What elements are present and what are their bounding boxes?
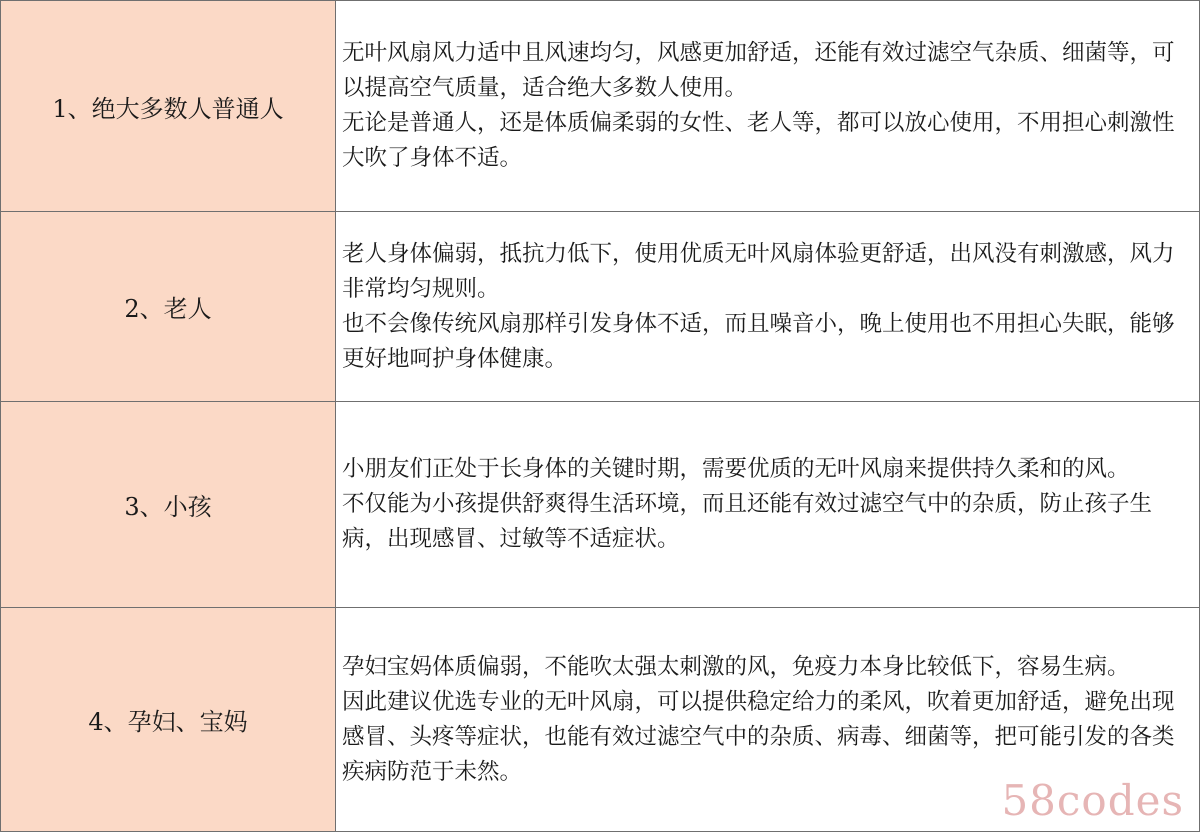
table-row — [1, 212, 1200, 402]
row-label: 2、老人 — [1, 212, 336, 402]
paragraph: 老人身体偏弱，抵抗力低下，使用优质无叶风扇体验更舒适，出风没有刺激感，风力非常均匀规则。 — [342, 240, 1175, 302]
row-content — [336, 1, 1200, 212]
paragraph: 不仅能为小孩提供舒爽得生活环境，而且还能有效过滤空气中的杂质，防止孩子生病，出现感冒、过敏等不适症状。 — [342, 491, 1153, 552]
paragraph: 小朋友们正处于长身体的关键时期，需要优质的无叶风扇来提供持久柔和的风。 — [342, 456, 1130, 482]
paragraph: 无论是普通人，还是体质偏柔弱的女性、老人等，都可以放心使用，不用担心刺激性大吹了身体不适。 — [342, 110, 1175, 171]
row-label: 4、孕妇、宝妈 — [1, 608, 336, 832]
row-label: 1、绝大多数人普通人 — [1, 1, 336, 212]
paragraph: 无叶风扇风力适中且风速均匀，风感更加舒适，还能有效过滤空气杂质、细菌等，可以提高空气质量，适合绝大多数人使用。 — [342, 40, 1175, 101]
paragraph: 也不会像传统风扇那样引发身体不适，而且噪音小，晚上使用也不用担心失眠，能够更好地呵护身体健康。 — [342, 310, 1175, 372]
row-content — [336, 212, 1200, 402]
table-row — [1, 1, 1200, 212]
watermark: 58codes — [1001, 776, 1184, 825]
paragraph: 因此建议优选专业的无叶风扇，可以提供稳定给力的柔风，吹着更加舒适，避免出现感冒、头疼等症状，也能有效过滤空气中的杂质、病毒、细菌等，把可能引发的各类疾病防范于未然。 — [342, 688, 1175, 785]
table-row — [1, 402, 1200, 608]
paragraph: 孕妇宝妈体质偏弱，不能吹太强太刺激的风，免疫力本身比较低下，容易生病。 — [342, 653, 1130, 680]
row-content — [336, 402, 1200, 608]
row-label: 3、小孩 — [1, 402, 336, 608]
